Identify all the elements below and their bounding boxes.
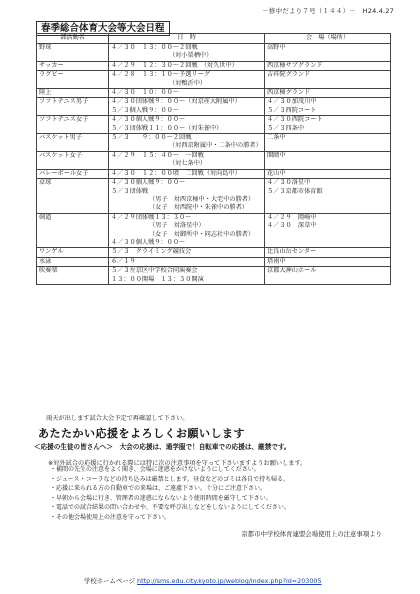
time-cell [109, 71, 265, 89]
venue-cell [265, 169, 391, 178]
club-cell: ワンゲル [37, 248, 109, 257]
time-line: （男子 対西京極中・大宅中の勝者） [149, 195, 255, 203]
venue-cell [265, 134, 391, 152]
venue-line: 花山中 [267, 169, 286, 177]
time-line: ５／３ ９：００～２回戦 [111, 134, 192, 142]
club-cell: ラグビー [37, 71, 109, 89]
rule-item: ・応援に来られる方の自動車での来場は、ご遠慮下さい。十分にご注意下さい。 [50, 485, 267, 493]
time-cell [109, 89, 265, 98]
club-cell: 水泳 [37, 257, 109, 266]
time-line: ５／３ クライミング競技会 [111, 248, 192, 256]
club-cell: バレーボール女子 [37, 169, 109, 178]
venue-cell [265, 71, 391, 89]
title-box [36, 16, 390, 34]
time-line: （対西京附属中・二条中の勝者） [169, 142, 262, 150]
time-line: （女子 対西院中・朱雀中の勝者） [149, 204, 248, 212]
time-line: ５／３個人戦９：００～ [111, 106, 180, 114]
schedule-table [36, 33, 391, 285]
time-cell [109, 134, 265, 152]
club-cell: ソフトテニス男子 [37, 98, 109, 116]
time-cell [109, 179, 265, 214]
rule-item: ・ジュース・コーラなどの持ち込みは厳禁とします。昼食などのゴミは各自で持ち帰る。 [50, 475, 290, 483]
venue-line: ４／３０西院コート [267, 116, 323, 124]
venue-line: ４／３０ 深草中 [267, 222, 317, 230]
time-line: ５／３団体戦 [111, 187, 149, 195]
rules-heading: ※対外試合の応援に行かれる際には特に次の注意事項を守って下さいますようお願いします。 [48, 460, 307, 467]
time-line: ４／３０個人戦９：００～ [111, 238, 186, 246]
time-line: ４／３０ １２：００頃 二回戦（対向島中） [111, 169, 241, 177]
venue-cell [265, 61, 391, 70]
club-cell: 吹奏楽 [37, 267, 109, 285]
header-time: 日 時 [109, 34, 265, 44]
footer [84, 576, 322, 585]
time-line: ５／３左京区中学校合同演奏会 [111, 267, 198, 275]
table-row [37, 257, 391, 266]
table-row [37, 169, 391, 178]
time-line: ６／１９ [111, 257, 136, 265]
time-cell [109, 44, 265, 62]
source-signature: 京都市中学校体育連盟会場使用上の注意事項より [241, 530, 382, 538]
club-cell: 剣道 [37, 213, 109, 248]
venue-line: 西京極グランド [267, 89, 311, 97]
venue-line: 京都大神山ホール [267, 267, 317, 275]
time-line: ４／２９ １２：３０～２回戦 （対久世中） [111, 61, 238, 69]
club-cell: ソフトテニス女子 [37, 116, 109, 134]
time-cell [109, 257, 265, 266]
table-row [37, 179, 391, 214]
venue-line: 塔南中 [267, 257, 286, 265]
time-line: ４／２９ １５：４０～ 一回戦 [111, 151, 204, 159]
header-venue: 会 場（場所） [265, 34, 391, 44]
venue-cell [265, 213, 391, 248]
time-line: ４／３０個人戦９：００～ [111, 116, 186, 124]
venue-cell [265, 179, 391, 214]
time-line: ４／３０団体戦９：００～（対京産大附属中） [111, 98, 241, 106]
venue-line: 比良山岳センター [267, 248, 317, 256]
venue-line: ５／３京都市体育館 [267, 187, 323, 195]
venue-cell [265, 89, 391, 98]
supporter-warning: ＜応援の生徒の皆さんへ＞ 大会の応援は、通学服で！自転車での応援は、厳禁です。 [34, 443, 291, 451]
table-row [37, 213, 391, 248]
time-cell [109, 98, 265, 116]
club-cell: 陸上 [37, 89, 109, 98]
venue-line: ４／２９ 岡崎中 [267, 213, 317, 221]
venue-line: ５／３西院コート [267, 106, 317, 114]
venue-cell [265, 116, 391, 134]
time-cell [109, 61, 265, 70]
table-row [37, 44, 391, 62]
time-cell [109, 267, 265, 285]
club-cell: サッカー [37, 61, 109, 70]
table-row [37, 248, 391, 257]
club-cell: バスケット女子 [37, 151, 109, 169]
time-cell [109, 248, 265, 257]
table-row [37, 71, 391, 89]
rules-list [50, 465, 290, 523]
table-row [37, 89, 391, 98]
table-row [37, 267, 391, 285]
time-cell [109, 116, 265, 134]
venue-cell [265, 44, 391, 62]
schedule-body [37, 44, 391, 285]
venue-line: 西京極サブグランド [267, 61, 323, 69]
club-cell: 卓球 [37, 179, 109, 214]
venue-cell [265, 257, 391, 266]
table-header-row [37, 34, 391, 44]
club-cell: 野球 [37, 44, 109, 62]
table-row [37, 151, 391, 169]
venue-line: 開睛中 [267, 151, 286, 159]
time-line: ４／２９団体戦１３：３０～ [111, 213, 192, 221]
issue-line: －修中だより７号（１４４）－ H24.4.27 [262, 7, 394, 15]
table-row [37, 116, 391, 134]
time-line: （男子 対洛星中） [149, 222, 205, 230]
rule-item: ・電話での試合結果の問い合わせや、不要な呼び出しなどをしないようにしてください。 [50, 504, 290, 512]
venue-line: ４／３０洛星中 [267, 179, 311, 187]
time-line: （対小栗栖中） [169, 52, 213, 60]
table-row [37, 134, 391, 152]
time-line: （対七条中） [169, 160, 207, 168]
venue-cell [265, 248, 391, 257]
page-title: 春季総合体育大会等大会日程 [36, 21, 170, 36]
time-cell [109, 151, 265, 169]
table-row [37, 61, 391, 70]
time-line: ４／２８ １３：１０～予選リーグ [111, 71, 210, 79]
venue-line: 高野中 [267, 44, 286, 51]
venue-line: 二条中 [267, 134, 286, 142]
time-line: ４／３０個人戦９：００～ [111, 179, 186, 187]
rule-item: ・早朝から会場に行き、管理者の迷惑にならないよう使用時間を厳守して下さい。 [50, 494, 272, 502]
homepage-link[interactable]: http://sms.edu.city.kyoto.jp/weblog/index.php?id=203005 [137, 577, 322, 585]
homepage-label: 学校ホームページ [84, 577, 135, 585]
table-row [37, 98, 391, 116]
venue-cell [265, 267, 391, 285]
club-cell: バスケット男子 [37, 134, 109, 152]
time-line: １３：００開場 １３：３０開演 [111, 275, 204, 283]
rule-item: ・補間の先生の注意をよく聞き、会場に迷惑をかけないようにしてください。 [50, 466, 260, 473]
weather-note: 雨天が出します試合大会予定で再確認して下さい。 [40, 415, 189, 422]
time-line: ４／３０ １０：００～ [111, 89, 180, 97]
time-line: ５／３団体戦１１：００～（対朱雀中） [111, 124, 223, 132]
cheer-heading: あたたかい応援をよろしくお願いします [38, 427, 245, 440]
time-line: （対鴨沂中） [169, 79, 207, 87]
rule-item: ・その他会場使用上の注意を守って下さい。 [50, 513, 171, 521]
venue-cell [265, 151, 391, 169]
time-cell [109, 213, 265, 248]
time-cell [109, 169, 265, 178]
time-line: （女子 対御所中・同志社中の勝者） [149, 230, 255, 238]
venue-line: ４／３０加茂川中 [267, 98, 317, 106]
time-line: ４／３０ １３：００～２回戦 [111, 44, 198, 51]
venue-line: 吉祥院グランド [267, 71, 311, 79]
header-club: 部活動名 [37, 34, 109, 44]
venue-line: ５／３四条中 [267, 124, 305, 132]
venue-cell [265, 98, 391, 116]
